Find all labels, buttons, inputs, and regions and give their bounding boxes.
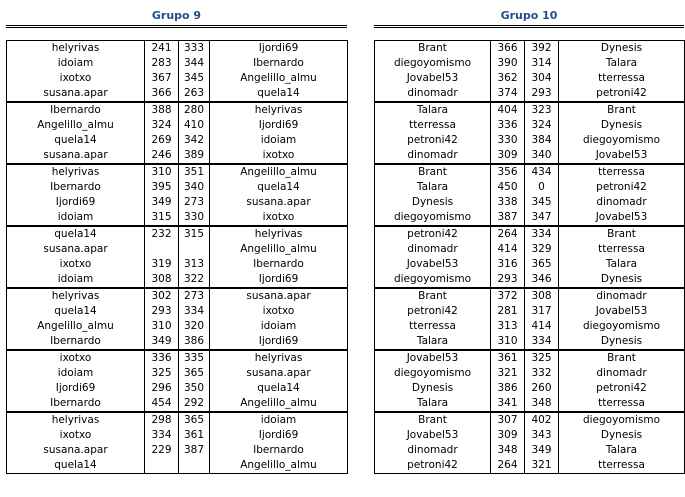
away-player: susana.apar bbox=[210, 288, 348, 304]
home-score: 356 bbox=[491, 164, 525, 180]
match-row bbox=[7, 304, 348, 319]
home-player: diegoyomismo bbox=[393, 211, 472, 223]
match-row bbox=[375, 257, 685, 272]
home-player: Talara bbox=[375, 102, 491, 118]
match-row bbox=[375, 195, 685, 210]
match-row bbox=[7, 272, 348, 288]
away-score: 332 bbox=[525, 366, 559, 381]
home-score: 390 bbox=[491, 56, 525, 71]
away-player: Angelillo_almu bbox=[240, 72, 317, 84]
home-score: 362 bbox=[491, 71, 525, 86]
title-rule bbox=[374, 25, 684, 28]
match-row bbox=[7, 226, 348, 242]
away-player: dinomadr bbox=[596, 367, 647, 379]
home-score: 321 bbox=[491, 366, 525, 381]
home-player: diegoyomismo bbox=[393, 57, 472, 69]
match-row bbox=[375, 272, 685, 288]
away-player: Ibernardo bbox=[253, 258, 304, 270]
match-row bbox=[7, 319, 348, 334]
home-score: 414 bbox=[491, 242, 525, 257]
match-row bbox=[375, 443, 685, 458]
match-row bbox=[7, 164, 348, 180]
away-score: 365 bbox=[525, 257, 559, 272]
away-score: 333 bbox=[179, 41, 210, 57]
match-row bbox=[7, 458, 348, 474]
away-player: helyrivas bbox=[210, 350, 348, 366]
away-score: 351 bbox=[179, 164, 210, 180]
match-row bbox=[375, 366, 685, 381]
home-player: ixotxo bbox=[59, 258, 92, 270]
away-player: susana.apar bbox=[246, 367, 311, 379]
home-score: 309 bbox=[491, 148, 525, 164]
match-row bbox=[375, 334, 685, 350]
home-player: helyrivas bbox=[7, 164, 145, 180]
home-player: helyrivas bbox=[7, 412, 145, 428]
home-score: 283 bbox=[145, 56, 179, 71]
away-player: susana.apar bbox=[246, 196, 311, 208]
away-score: 402 bbox=[525, 412, 559, 428]
away-player: ixotxo bbox=[262, 211, 295, 223]
away-score: 0 bbox=[525, 180, 559, 195]
home-score: 386 bbox=[491, 381, 525, 396]
away-score: 346 bbox=[525, 272, 559, 288]
match-row bbox=[375, 41, 685, 57]
away-player: Angelillo_almu bbox=[210, 164, 348, 180]
away-player: petroni42 bbox=[596, 181, 647, 193]
home-player: susana.apar bbox=[43, 243, 108, 255]
home-player: Ijordi69 bbox=[55, 196, 96, 208]
away-score: 340 bbox=[525, 148, 559, 164]
home-player: Brant bbox=[375, 288, 491, 304]
home-player: dinomadr bbox=[407, 243, 458, 255]
home-player: dinomadr bbox=[407, 87, 458, 99]
match-row bbox=[7, 242, 348, 257]
home-score: 324 bbox=[145, 118, 179, 133]
home-score: 293 bbox=[491, 272, 525, 288]
away-score: 347 bbox=[525, 210, 559, 226]
away-player: Talara bbox=[605, 444, 638, 456]
away-player: Ijordi69 bbox=[258, 119, 299, 131]
home-score: 325 bbox=[145, 366, 179, 381]
away-score: 308 bbox=[525, 288, 559, 304]
home-player: idoiam bbox=[57, 273, 94, 285]
match-row bbox=[7, 71, 348, 86]
home-player: helyrivas bbox=[51, 42, 100, 54]
match-row bbox=[375, 350, 685, 366]
away-player: Ijordi69 bbox=[258, 273, 299, 285]
home-score: 296 bbox=[145, 381, 179, 396]
home-score bbox=[145, 242, 179, 257]
away-score: 334 bbox=[525, 226, 559, 242]
away-player: tterressa bbox=[598, 459, 645, 471]
match-row bbox=[375, 148, 685, 164]
away-score: 293 bbox=[525, 86, 559, 102]
match-row bbox=[7, 443, 348, 458]
match-row bbox=[375, 396, 685, 412]
away-score: 342 bbox=[179, 133, 210, 148]
away-player: Angelillo_almu bbox=[240, 243, 317, 255]
home-score: 450 bbox=[491, 180, 525, 195]
match-row bbox=[375, 458, 685, 474]
home-score: 315 bbox=[145, 210, 179, 226]
home-player: helyrivas bbox=[7, 288, 145, 304]
away-score: 322 bbox=[179, 272, 210, 288]
match-row bbox=[7, 118, 348, 133]
away-score: 330 bbox=[179, 210, 210, 226]
home-player: Jovabel53 bbox=[406, 258, 459, 270]
away-player: Angelillo_almu bbox=[240, 459, 317, 471]
away-score: 292 bbox=[179, 396, 210, 412]
title-rule bbox=[6, 25, 347, 28]
away-score: 384 bbox=[525, 133, 559, 148]
match-row bbox=[7, 148, 348, 164]
home-score: 361 bbox=[491, 350, 525, 366]
home-player: Ibernardo bbox=[50, 397, 101, 409]
home-player: quela14 bbox=[54, 305, 97, 317]
home-score: 246 bbox=[145, 148, 179, 164]
home-player: susana.apar bbox=[43, 444, 108, 456]
home-score: 336 bbox=[145, 350, 179, 366]
match-row bbox=[7, 56, 348, 71]
match-row bbox=[375, 304, 685, 319]
away-score: 315 bbox=[179, 226, 210, 242]
home-player: Angelillo_almu bbox=[37, 320, 114, 332]
home-score: 367 bbox=[145, 71, 179, 86]
away-score: 329 bbox=[525, 242, 559, 257]
away-score: 334 bbox=[525, 334, 559, 350]
match-row bbox=[375, 412, 685, 428]
away-score: 324 bbox=[525, 118, 559, 133]
away-score: 334 bbox=[179, 304, 210, 319]
away-score: 317 bbox=[525, 304, 559, 319]
match-row bbox=[375, 86, 685, 102]
away-score: 361 bbox=[179, 428, 210, 443]
home-score: 269 bbox=[145, 133, 179, 148]
away-player: Ijordi69 bbox=[258, 42, 299, 54]
match-row bbox=[375, 210, 685, 226]
match-row bbox=[7, 195, 348, 210]
away-player: tterressa bbox=[559, 164, 685, 180]
home-score: 310 bbox=[145, 319, 179, 334]
home-player: Angelillo_almu bbox=[37, 119, 114, 131]
home-player: quela14 bbox=[54, 134, 97, 146]
match-row bbox=[375, 381, 685, 396]
away-score: 389 bbox=[179, 148, 210, 164]
away-score: 280 bbox=[179, 102, 210, 118]
match-row bbox=[375, 319, 685, 334]
away-player: quela14 bbox=[257, 181, 300, 193]
match-row bbox=[375, 102, 685, 118]
match-row bbox=[7, 257, 348, 272]
away-score: 345 bbox=[179, 71, 210, 86]
home-score: 241 bbox=[145, 41, 179, 57]
away-score: 349 bbox=[525, 443, 559, 458]
away-score: 434 bbox=[525, 164, 559, 180]
home-player: petroni42 bbox=[407, 305, 458, 317]
away-player: Ijordi69 bbox=[258, 429, 299, 441]
match-row bbox=[7, 350, 348, 366]
away-player: helyrivas bbox=[210, 226, 348, 242]
match-row bbox=[7, 288, 348, 304]
away-score: 273 bbox=[179, 288, 210, 304]
home-score: 366 bbox=[491, 41, 525, 57]
home-player: dinomadr bbox=[407, 444, 458, 456]
home-score: 316 bbox=[491, 257, 525, 272]
away-score: 314 bbox=[525, 56, 559, 71]
match-row bbox=[375, 226, 685, 242]
match-row bbox=[7, 381, 348, 396]
home-player: Brant bbox=[375, 164, 491, 180]
home-player: tterressa bbox=[409, 320, 456, 332]
match-row bbox=[7, 41, 348, 57]
home-player: Jovabel53 bbox=[406, 429, 459, 441]
group-10-table bbox=[374, 40, 685, 474]
away-score: 343 bbox=[525, 428, 559, 443]
home-score: 298 bbox=[145, 412, 179, 428]
away-score: 260 bbox=[525, 381, 559, 396]
away-player: tterressa bbox=[598, 243, 645, 255]
away-score: 365 bbox=[179, 366, 210, 381]
match-row bbox=[7, 428, 348, 443]
away-player: diegoyomismo bbox=[559, 412, 685, 428]
away-score: 386 bbox=[179, 334, 210, 350]
home-player: diegoyomismo bbox=[393, 273, 472, 285]
group-10-panel bbox=[374, 8, 684, 474]
match-row bbox=[7, 334, 348, 350]
home-player: ixotxo bbox=[7, 350, 145, 366]
match-row bbox=[375, 71, 685, 86]
home-score: 338 bbox=[491, 195, 525, 210]
home-score: 395 bbox=[145, 180, 179, 195]
home-score: 348 bbox=[491, 443, 525, 458]
match-row bbox=[7, 210, 348, 226]
away-score: 320 bbox=[179, 319, 210, 334]
home-player: ixotxo bbox=[59, 72, 92, 84]
away-score: 340 bbox=[179, 180, 210, 195]
home-player: petroni42 bbox=[407, 459, 458, 471]
away-player: Brant bbox=[559, 350, 685, 366]
home-score: 349 bbox=[145, 195, 179, 210]
home-score: 387 bbox=[491, 210, 525, 226]
away-player: Jovabel53 bbox=[595, 211, 648, 223]
home-score: 281 bbox=[491, 304, 525, 319]
away-score bbox=[179, 242, 210, 257]
away-player: diegoyomismo bbox=[582, 134, 661, 146]
match-row bbox=[7, 180, 348, 195]
away-player: dinomadr bbox=[596, 196, 647, 208]
home-score: 307 bbox=[491, 412, 525, 428]
away-score: 414 bbox=[525, 319, 559, 334]
away-player: tterressa bbox=[598, 72, 645, 84]
away-score: 263 bbox=[179, 86, 210, 102]
home-score: 341 bbox=[491, 396, 525, 412]
away-player: petroni42 bbox=[596, 382, 647, 394]
group-9-table bbox=[6, 40, 348, 474]
away-score: 392 bbox=[525, 41, 559, 57]
group-title: Grupo 10 bbox=[500, 9, 558, 22]
home-player: Brant bbox=[375, 412, 491, 428]
match-row bbox=[375, 164, 685, 180]
home-player: quela14 bbox=[7, 226, 145, 242]
home-player: Ibernardo bbox=[50, 181, 101, 193]
match-row bbox=[7, 133, 348, 148]
away-player: Brant bbox=[559, 102, 685, 118]
home-player: Dynesis bbox=[411, 196, 454, 208]
home-score: 372 bbox=[491, 288, 525, 304]
match-row bbox=[7, 412, 348, 428]
match-row bbox=[7, 86, 348, 102]
away-player: Talara bbox=[605, 57, 638, 69]
home-player: Jovabel53 bbox=[375, 350, 491, 366]
away-score: 410 bbox=[179, 118, 210, 133]
away-player: tterressa bbox=[598, 397, 645, 409]
match-row bbox=[7, 396, 348, 412]
group-title: Grupo 9 bbox=[151, 9, 202, 22]
away-player: Talara bbox=[605, 258, 638, 270]
away-score: 335 bbox=[179, 350, 210, 366]
home-score: 264 bbox=[491, 458, 525, 474]
home-score: 349 bbox=[145, 334, 179, 350]
away-player: ixotxo bbox=[262, 149, 295, 161]
home-score bbox=[145, 458, 179, 474]
away-player: Dynesis bbox=[600, 42, 643, 54]
match-row bbox=[375, 133, 685, 148]
home-score: 293 bbox=[145, 304, 179, 319]
match-row bbox=[7, 102, 348, 118]
away-player: helyrivas bbox=[210, 102, 348, 118]
away-player: idoiam bbox=[260, 134, 297, 146]
away-score: 321 bbox=[525, 458, 559, 474]
home-player: idoiam bbox=[57, 57, 94, 69]
home-score: 334 bbox=[145, 428, 179, 443]
home-player: susana.apar bbox=[43, 87, 108, 99]
home-score: 454 bbox=[145, 396, 179, 412]
away-player: Ibernardo bbox=[253, 57, 304, 69]
home-score: 366 bbox=[145, 86, 179, 102]
group-9-body bbox=[7, 41, 348, 474]
away-player: idoiam bbox=[210, 412, 348, 428]
away-player: Jovabel53 bbox=[595, 305, 648, 317]
home-player: Brant bbox=[418, 42, 447, 54]
away-player: Dynesis bbox=[600, 119, 643, 131]
away-score: 323 bbox=[525, 102, 559, 118]
away-score: 365 bbox=[179, 412, 210, 428]
home-score: 232 bbox=[145, 226, 179, 242]
group-10-body bbox=[375, 41, 685, 474]
home-score: 302 bbox=[145, 288, 179, 304]
home-score: 336 bbox=[491, 118, 525, 133]
home-player: idoiam bbox=[57, 367, 94, 379]
away-score: 348 bbox=[525, 396, 559, 412]
home-score: 264 bbox=[491, 226, 525, 242]
away-player: Ijordi69 bbox=[258, 335, 299, 347]
match-row bbox=[375, 118, 685, 133]
away-player: quela14 bbox=[257, 382, 300, 394]
home-player: Dynesis bbox=[411, 382, 454, 394]
home-score: 388 bbox=[145, 102, 179, 118]
home-player: Talara bbox=[416, 335, 449, 347]
home-score: 319 bbox=[145, 257, 179, 272]
away-score: 344 bbox=[179, 56, 210, 71]
away-player: quela14 bbox=[257, 87, 300, 99]
match-row bbox=[375, 428, 685, 443]
home-player: Talara bbox=[416, 397, 449, 409]
group-9-panel bbox=[6, 8, 347, 474]
home-player: petroni42 bbox=[407, 134, 458, 146]
away-player: Dynesis bbox=[600, 429, 643, 441]
home-player: ixotxo bbox=[59, 429, 92, 441]
away-score: 350 bbox=[179, 381, 210, 396]
away-player: Ibernardo bbox=[253, 444, 304, 456]
away-player: Jovabel53 bbox=[595, 149, 648, 161]
away-score: 313 bbox=[179, 257, 210, 272]
home-score: 308 bbox=[145, 272, 179, 288]
match-row bbox=[375, 242, 685, 257]
away-score: 325 bbox=[525, 350, 559, 366]
away-score: 387 bbox=[179, 443, 210, 458]
home-player: petroni42 bbox=[375, 226, 491, 242]
home-player: Ijordi69 bbox=[55, 382, 96, 394]
home-score: 313 bbox=[491, 319, 525, 334]
away-score: 273 bbox=[179, 195, 210, 210]
home-score: 404 bbox=[491, 102, 525, 118]
home-player: Talara bbox=[416, 181, 449, 193]
home-player: Jovabel53 bbox=[406, 72, 459, 84]
home-player: tterressa bbox=[409, 119, 456, 131]
away-player: Dynesis bbox=[600, 273, 643, 285]
home-player: Ibernardo bbox=[7, 102, 145, 118]
home-score: 310 bbox=[145, 164, 179, 180]
home-player: susana.apar bbox=[43, 149, 108, 161]
home-player: quela14 bbox=[54, 459, 97, 471]
away-player: dinomadr bbox=[559, 288, 685, 304]
away-score: 345 bbox=[525, 195, 559, 210]
away-player: idoiam bbox=[260, 320, 297, 332]
away-player: diegoyomismo bbox=[582, 320, 661, 332]
home-score: 229 bbox=[145, 443, 179, 458]
home-score: 309 bbox=[491, 428, 525, 443]
home-player: Ibernardo bbox=[50, 335, 101, 347]
match-row bbox=[375, 56, 685, 71]
away-score: 304 bbox=[525, 71, 559, 86]
away-player: petroni42 bbox=[596, 87, 647, 99]
away-score bbox=[179, 458, 210, 474]
away-player: ixotxo bbox=[262, 305, 295, 317]
away-player: Brant bbox=[559, 226, 685, 242]
home-score: 310 bbox=[491, 334, 525, 350]
home-score: 330 bbox=[491, 133, 525, 148]
match-row bbox=[375, 180, 685, 195]
home-player: idoiam bbox=[57, 211, 94, 223]
home-player: dinomadr bbox=[407, 149, 458, 161]
away-player: Dynesis bbox=[600, 335, 643, 347]
match-row bbox=[7, 366, 348, 381]
home-score: 374 bbox=[491, 86, 525, 102]
home-player: diegoyomismo bbox=[393, 367, 472, 379]
away-player: Angelillo_almu bbox=[240, 397, 317, 409]
match-row bbox=[375, 288, 685, 304]
